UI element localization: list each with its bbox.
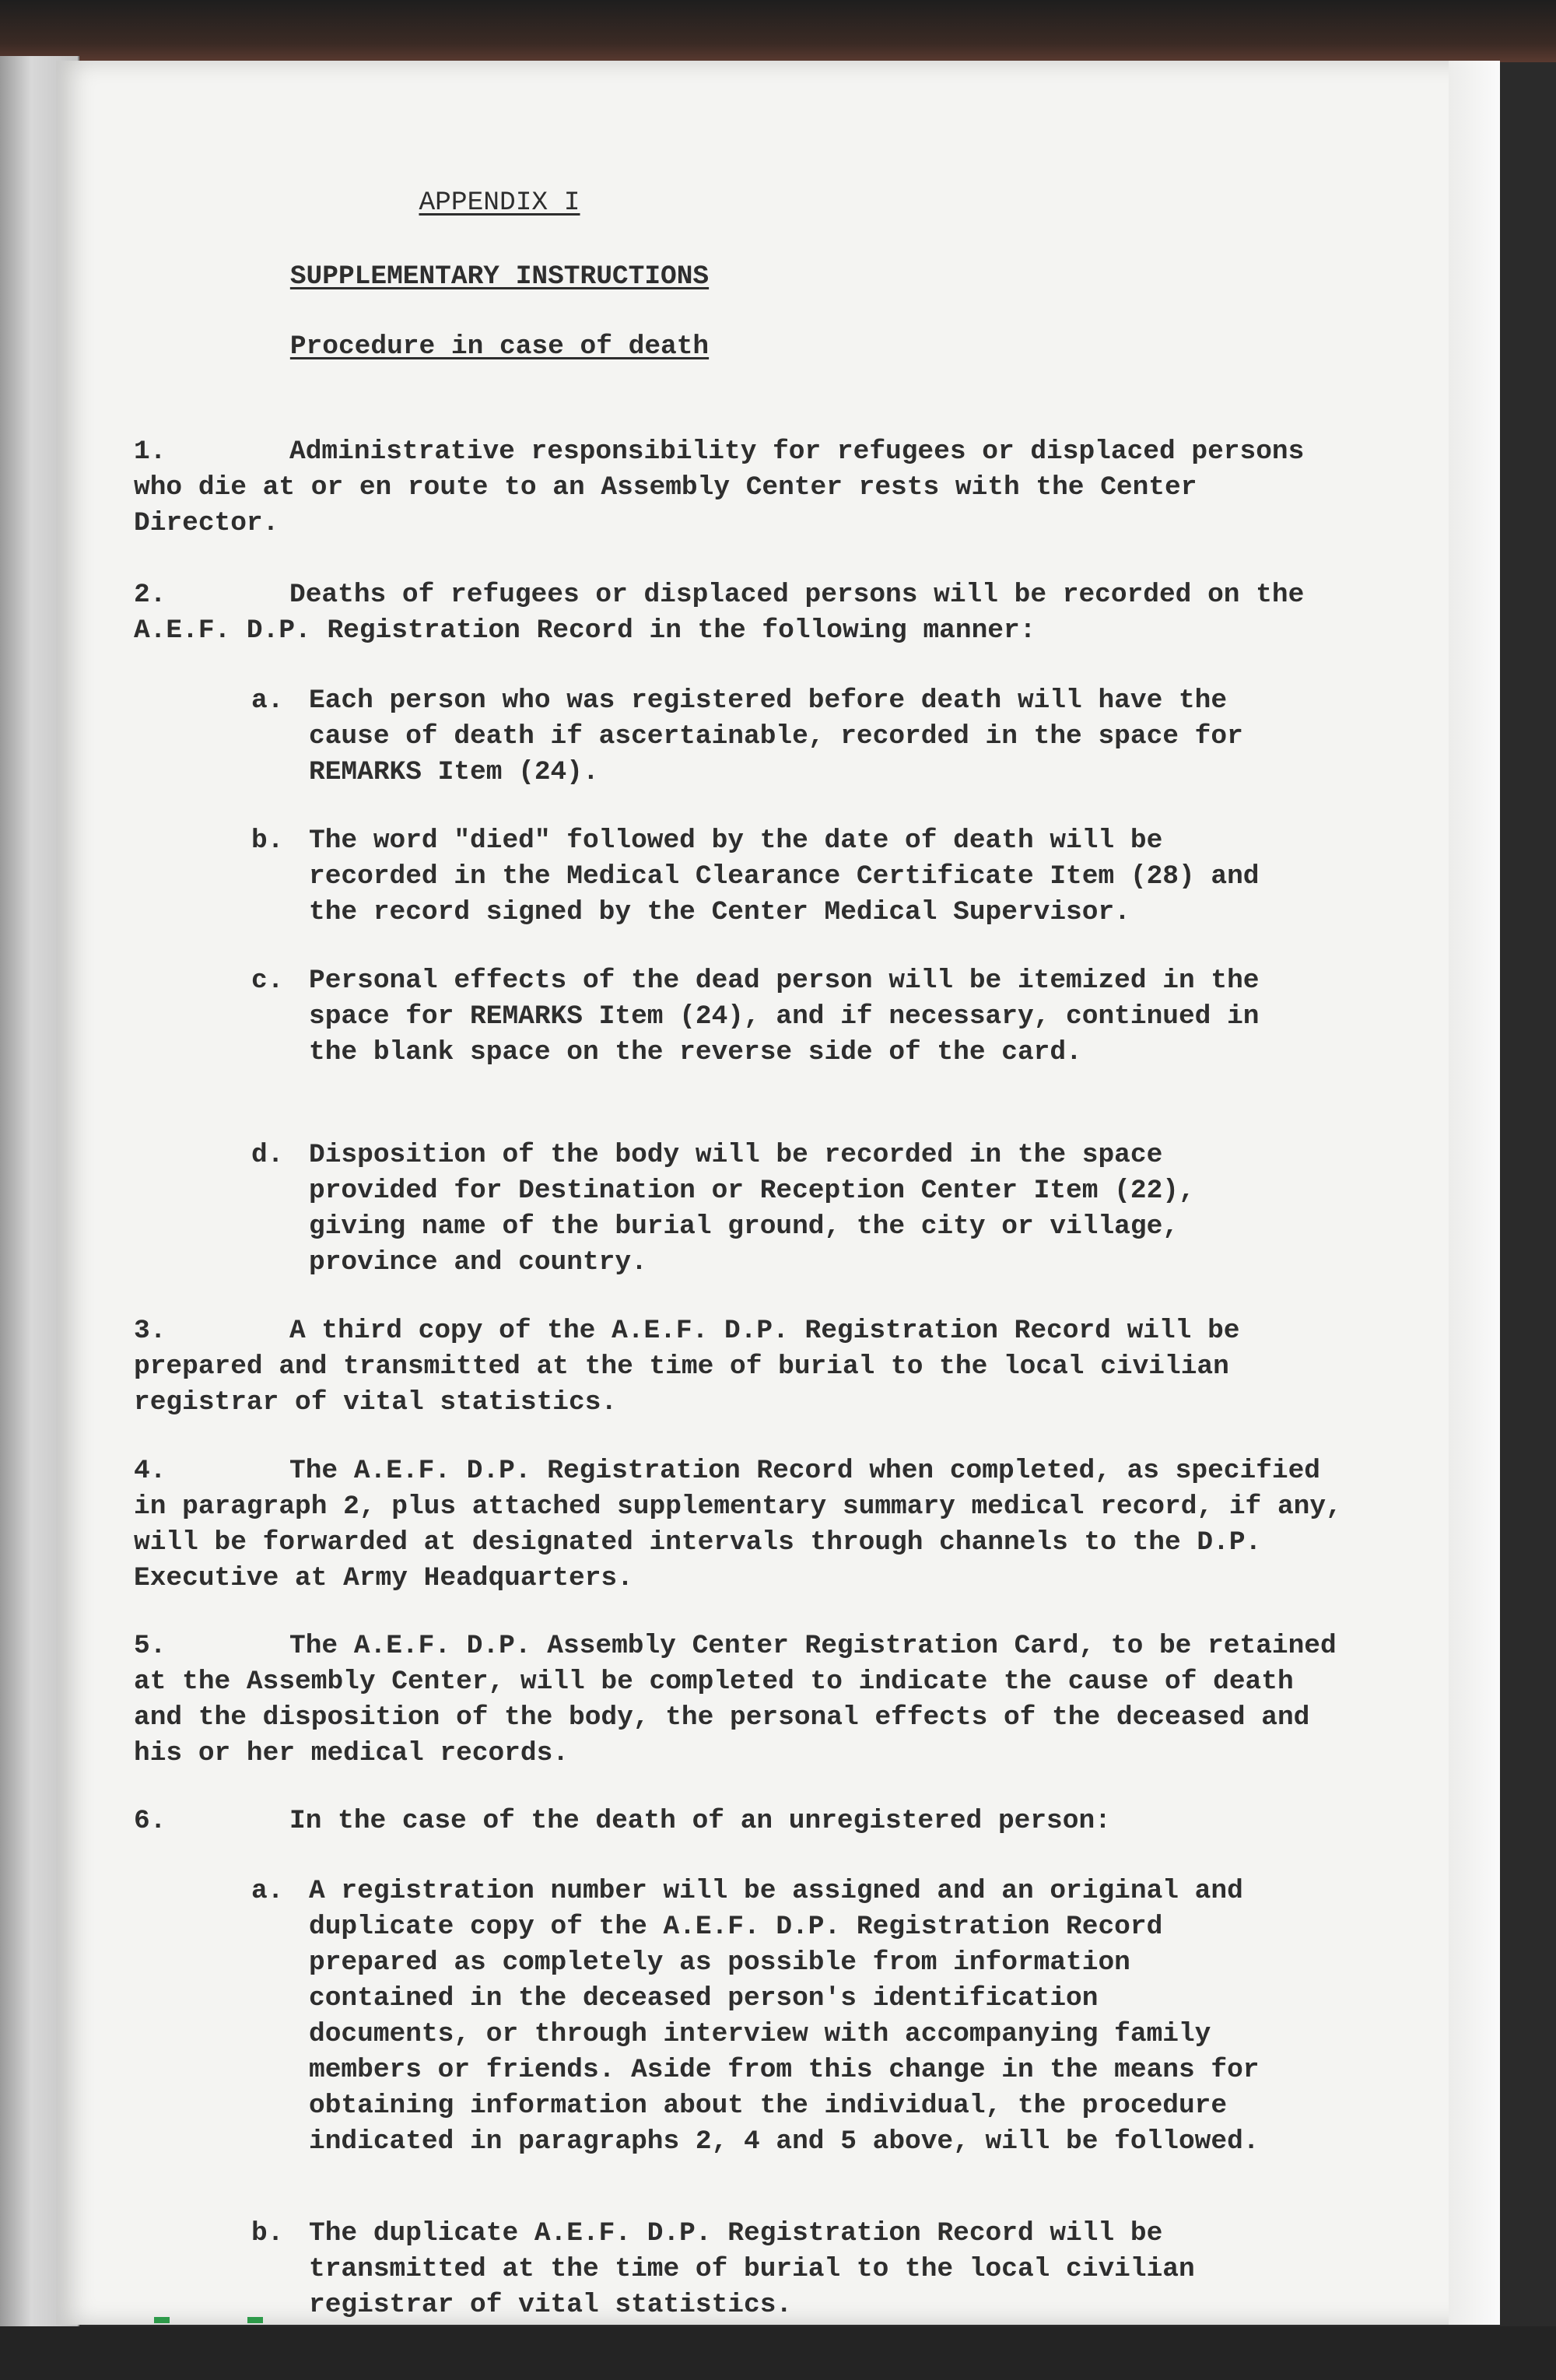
- paragraph-text: In the case of the death of an unregistered person:: [289, 1806, 1111, 1836]
- item-letter: d.: [251, 1140, 284, 1170]
- paragraph-2b: [251, 823, 1274, 931]
- paragraph-4: [134, 1453, 1347, 1597]
- paragraph-number: 2.: [134, 580, 166, 610]
- item-letter: a.: [251, 685, 284, 716]
- paragraph-2a: [251, 683, 1274, 790]
- paragraph-6b: [251, 2216, 1274, 2323]
- item-text: Disposition of the body will be recorded in the space provided for Destination or Reception Center Item (22), giving name of the burial ground, the city or village, province and country.: [309, 1140, 1195, 1278]
- item-text: A registration number will be assigned and an original and duplicate copy of the A.E.F. D.P. Registration Record prepared as completely as possible from information contained in the deceased person's identification documents, or through interview with accompanying family members or friends. Aside from this change in the means for obtaining information about the individual, the procedure indicated in paragraphs 2, 4 and 5 above, will be followed.: [309, 1876, 1260, 2157]
- paragraph-3: [134, 1313, 1347, 1421]
- paragraph-2c: [251, 963, 1274, 1071]
- item-text: Personal effects of the dead person will be itemized in the space for REMARKS Item (24), and if necessary, continued in the blank space on the reverse side of the card.: [309, 966, 1260, 1067]
- document-subtitle: Procedure in case of death: [289, 331, 710, 362]
- item-text: The word "died" followed by the date of death will be recorded in the Medical Clearance Certificate Item (28) and the record signed by the Center Medical Supervisor.: [309, 825, 1260, 927]
- paragraph-6a: [251, 1874, 1274, 2160]
- paragraph-text: The A.E.F. D.P. Registration Record when completed, as specified in paragraph 2, plus attached supplementary summary medical record, if any, will be forwarded at designated intervals through channels to the D.P. Executive at Army Headquarters.: [134, 1456, 1342, 1593]
- paragraph-text: A third copy of the A.E.F. D.P. Registration Record will be prepared and transmitted at the time of burial to the local civilian registrar of vital statistics.: [134, 1316, 1240, 1418]
- item-letter: b.: [251, 2218, 284, 2249]
- document-title: SUPPLEMENTARY INSTRUCTIONS: [289, 261, 710, 292]
- paragraph-number: 4.: [134, 1456, 166, 1486]
- item-letter: c.: [251, 966, 284, 996]
- paragraph-1: [134, 434, 1347, 542]
- paragraph-number: 6.: [134, 1806, 166, 1836]
- item-text: Each person who was registered before death will have the cause of death if ascertainable, recorded in the space for REMARKS Item (24).: [309, 685, 1243, 787]
- paragraph-number: 5.: [134, 1631, 166, 1661]
- document-page: [56, 61, 1500, 2325]
- item-letter: a.: [251, 1876, 284, 1906]
- item-letter: b.: [251, 825, 284, 856]
- paragraph-2: [134, 577, 1347, 649]
- green-tab-mark: [247, 2317, 263, 2323]
- paragraph-2d: [251, 1137, 1274, 1281]
- paragraph-number: 3.: [134, 1316, 166, 1346]
- paragraph-text: Deaths of refugees or displaced persons will be recorded on the A.E.F. D.P. Registration Record in the following manner:: [134, 580, 1305, 646]
- paragraph-text: The A.E.F. D.P. Assembly Center Registration Card, to be retained at the Assembly Center, will be completed to indicate the cause of death and the disposition of the body, the personal effects of the deceased and his or her medical records.: [134, 1631, 1337, 1768]
- binding-bottom: [0, 2326, 1556, 2380]
- paragraph-text: Administrative responsibility for refugees or displaced persons who die at or en route to an Assembly Center rests with the Center Director.: [134, 436, 1305, 538]
- appendix-heading: APPENDIX I: [419, 188, 580, 218]
- paragraph-number: 1.: [134, 436, 166, 467]
- green-tab-mark: [154, 2317, 170, 2323]
- page-edge: [1449, 61, 1500, 2325]
- paragraph-5: [134, 1628, 1347, 1772]
- paragraph-6: [134, 1803, 1347, 1839]
- binding-top: [0, 0, 1556, 62]
- item-text: The duplicate A.E.F. D.P. Registration Record will be transmitted at the time of burial to the local civilian registrar of vital statistics.: [309, 2218, 1195, 2320]
